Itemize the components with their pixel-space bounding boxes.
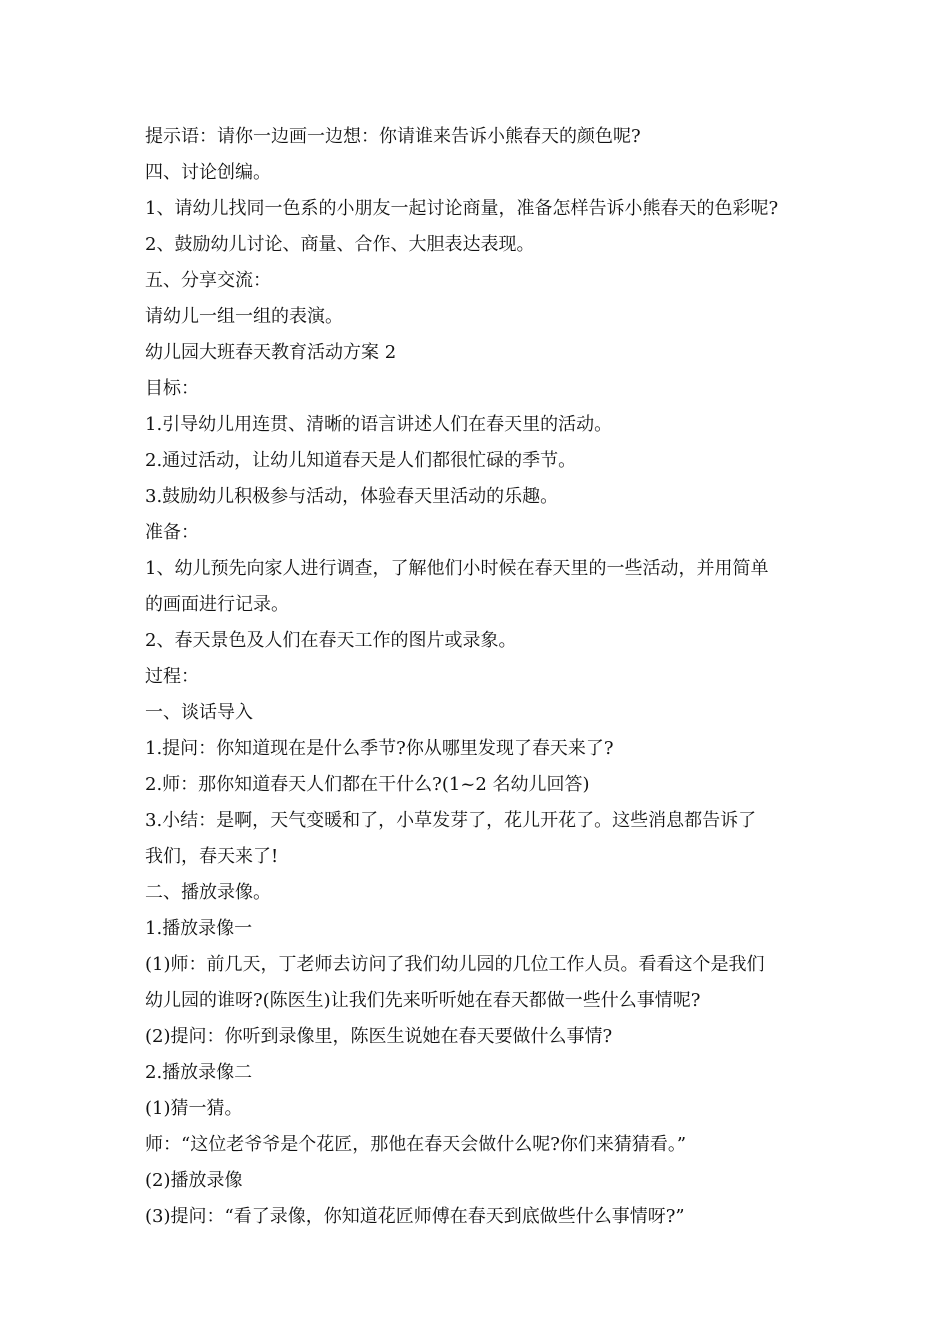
text-line: 师：“这位老爷爷是个花匠，那他在春天会做什么呢?你们来猜猜看。” — [145, 1134, 687, 1155]
section-heading: 五、分享交流： — [145, 270, 271, 291]
document-title: 幼儿园大班春天教育活动方案 2 — [145, 342, 397, 363]
text-line: 幼儿园的谁呀?(陈医生)让我们先来听听她在春天都做一些什么事情呢? — [145, 990, 701, 1011]
section-heading: 四、讨论创编。 — [145, 162, 271, 183]
text-line: 1、幼儿预先向家人进行调查，了解他们小时候在春天里的一些活动，并用简单 — [145, 558, 769, 579]
text-line: 2.播放录像二 — [145, 1062, 253, 1083]
section-heading: 过程： — [145, 666, 199, 687]
text-line: 3.小结：是啊，天气变暖和了，小草发芽了，花儿开花了。这些消息都告诉了 — [145, 810, 757, 831]
text-line: (3)提问：“看了录像，你知道花匠师傅在春天到底做些什么事情呀?” — [145, 1206, 685, 1227]
text-line: (2)提问：你听到录像里，陈医生说她在春天要做什么事情? — [145, 1026, 613, 1047]
text-line: 1、请幼儿找同一色系的小朋友一起讨论商量，准备怎样告诉小熊春天的色彩呢? — [145, 198, 779, 219]
text-line: 1.播放录像一 — [145, 918, 253, 939]
text-line: 2.师：那你知道春天人们都在干什么?(1~2 名幼儿回答) — [145, 774, 590, 795]
text-line: 请幼儿一组一组的表演。 — [145, 306, 343, 327]
section-heading: 二、播放录像。 — [145, 882, 271, 903]
document-body — [145, 119, 815, 1235]
text-line: 2.通过活动，让幼儿知道春天是人们都很忙碌的季节。 — [145, 450, 577, 471]
text-line: (1)师：前几天，丁老师去访问了我们幼儿园的几位工作人员。看看这个是我们 — [145, 954, 765, 975]
text-line: (1)猜一猜。 — [145, 1098, 243, 1119]
text-line: 1.提问：你知道现在是什么季节?你从哪里发现了春天来了? — [145, 738, 614, 759]
text-line: (2)播放录像 — [145, 1170, 243, 1191]
text-line: 的画面进行记录。 — [145, 594, 289, 615]
section-heading: 准备： — [145, 522, 199, 543]
section-heading: 目标： — [145, 378, 199, 399]
text-line: 提示语：请你一边画一边想：你请谁来告诉小熊春天的颜色呢? — [145, 126, 641, 147]
text-line: 2、鼓励幼儿讨论、商量、合作、大胆表达表现。 — [145, 234, 535, 255]
section-heading: 一、谈话导入 — [145, 702, 253, 723]
text-line: 1.引导幼儿用连贯、清晰的语言讲述人们在春天里的活动。 — [145, 414, 613, 435]
text-line: 2、春天景色及人们在春天工作的图片或录象。 — [145, 630, 517, 651]
text-line: 3.鼓励幼儿积极参与活动，体验春天里活动的乐趣。 — [145, 486, 559, 507]
text-line: 我们，春天来了! — [145, 846, 279, 867]
